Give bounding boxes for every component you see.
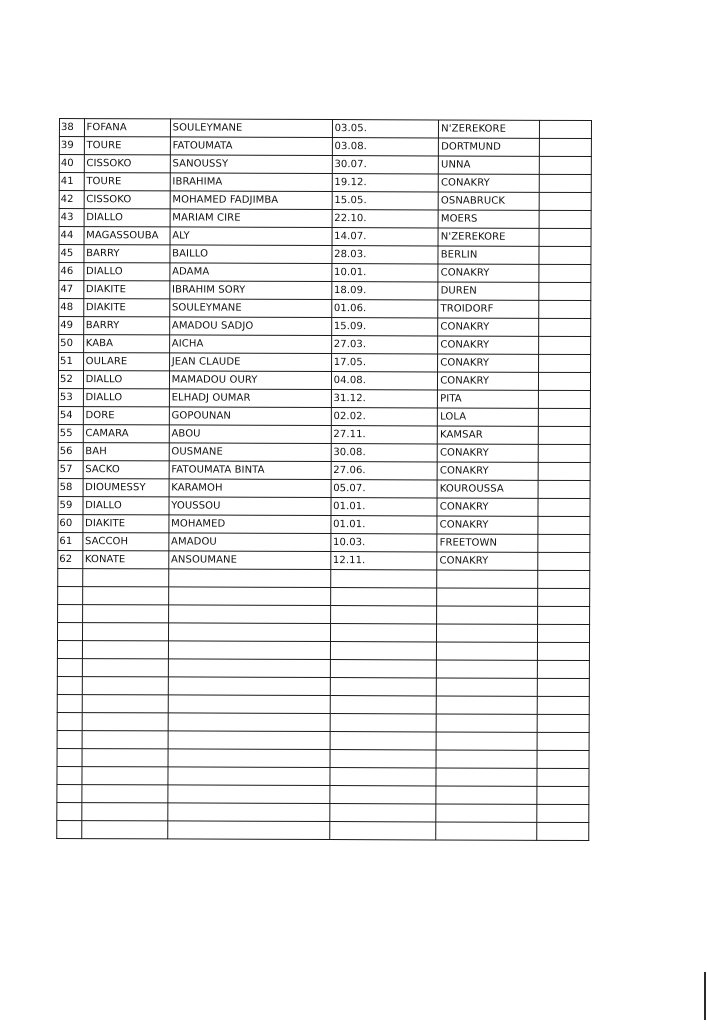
first-name-cell: OUSMANE xyxy=(169,443,331,462)
extra-cell xyxy=(537,714,589,732)
place-cell: CONAKRY xyxy=(438,264,539,282)
first-name-cell: MOHAMED FADJIMBA xyxy=(170,191,332,210)
last-name-cell xyxy=(82,605,168,623)
first-name-cell: MARIAM CIRE xyxy=(170,209,332,228)
first-name-cell: KARAMOH xyxy=(169,479,331,498)
date-cell xyxy=(330,786,437,804)
table-row xyxy=(58,442,590,462)
table-row xyxy=(58,371,590,391)
table-row xyxy=(59,245,591,265)
extra-cell xyxy=(538,534,590,552)
last-name-cell: CISSOKO xyxy=(84,155,170,173)
row-number-cell: 50 xyxy=(59,335,84,353)
place-cell: DUREN xyxy=(438,282,539,300)
place-cell xyxy=(436,750,537,768)
place-cell xyxy=(437,588,538,606)
date-cell: 30.08. xyxy=(331,444,438,462)
last-name-cell: TOURE xyxy=(84,137,170,155)
last-name-cell xyxy=(81,785,167,803)
extra-cell xyxy=(537,678,589,696)
date-cell xyxy=(330,696,437,714)
table-row xyxy=(59,137,591,157)
place-cell: PITA xyxy=(438,390,539,408)
table-row xyxy=(57,820,589,840)
date-cell xyxy=(330,624,437,642)
scan-edge-mark xyxy=(704,972,706,1020)
extra-cell xyxy=(538,390,590,408)
first-name-cell: FATOUMATA xyxy=(170,137,332,156)
table-row xyxy=(57,640,589,660)
place-cell xyxy=(437,678,538,696)
date-cell: 19.12. xyxy=(332,174,439,192)
extra-cell xyxy=(537,786,589,804)
extra-cell xyxy=(539,246,591,264)
date-cell: 18.09. xyxy=(331,282,438,300)
table-row xyxy=(57,622,589,642)
place-cell: CONAKRY xyxy=(437,498,538,516)
date-cell: 27.11. xyxy=(331,426,438,444)
last-name-cell xyxy=(82,641,168,659)
table-row xyxy=(59,119,591,139)
date-cell: 27.06. xyxy=(331,462,438,480)
row-number-cell xyxy=(58,568,83,586)
last-name-cell: BARRY xyxy=(83,317,169,335)
date-cell xyxy=(330,732,437,750)
date-cell: 30.07. xyxy=(332,156,439,174)
table-row xyxy=(58,568,590,588)
last-name-cell: DIALLO xyxy=(83,497,169,515)
table-row xyxy=(59,317,591,337)
last-name-cell: FOFANA xyxy=(84,119,170,137)
place-cell: CONAKRY xyxy=(438,354,539,372)
row-number-cell xyxy=(57,712,82,730)
date-cell xyxy=(329,804,436,822)
place-cell: MOERS xyxy=(438,210,539,228)
date-cell xyxy=(330,660,437,678)
extra-cell xyxy=(538,462,590,480)
first-name-cell: SOULEYMANE xyxy=(170,119,332,138)
date-cell: 02.02. xyxy=(331,408,438,426)
place-cell: CONAKRY xyxy=(437,552,538,570)
extra-cell xyxy=(538,372,590,390)
first-name-cell: FATOUMATA BINTA xyxy=(169,461,331,480)
date-cell: 31.12. xyxy=(331,390,438,408)
first-name-cell: ADAMA xyxy=(170,263,332,282)
row-number-cell xyxy=(57,694,82,712)
row-number-cell: 45 xyxy=(59,245,84,263)
table-row xyxy=(57,802,589,822)
table-row xyxy=(58,532,590,552)
table-row xyxy=(57,730,589,750)
date-cell: 12.11. xyxy=(330,552,437,570)
row-number-cell: 41 xyxy=(59,173,84,191)
place-cell: N'ZEREKORE xyxy=(439,120,540,138)
row-number-cell xyxy=(57,748,82,766)
first-name-cell: YOUSSOU xyxy=(169,497,331,516)
first-name-cell: SOULEYMANE xyxy=(169,299,331,318)
row-number-cell: 59 xyxy=(58,496,83,514)
row-number-cell: 46 xyxy=(59,263,84,281)
table-row xyxy=(57,748,589,768)
last-name-cell xyxy=(82,695,168,713)
table-row xyxy=(59,353,591,373)
extra-cell xyxy=(539,174,591,192)
row-number-cell xyxy=(57,622,82,640)
first-name-cell xyxy=(168,695,330,714)
row-number-cell: 47 xyxy=(59,281,84,299)
table-row xyxy=(59,299,591,319)
place-cell xyxy=(437,570,538,588)
first-name-cell: SANOUSSY xyxy=(170,155,332,174)
row-number-cell xyxy=(58,604,83,622)
row-number-cell xyxy=(57,730,82,748)
table-row xyxy=(58,460,590,480)
first-name-cell: ABOU xyxy=(169,425,331,444)
table-row xyxy=(57,712,589,732)
table-row xyxy=(58,550,590,570)
last-name-cell: MAGASSOUBA xyxy=(84,227,170,245)
place-cell: OSNABRUCK xyxy=(438,192,539,210)
date-cell xyxy=(330,750,437,768)
last-name-cell xyxy=(82,659,168,677)
extra-cell xyxy=(537,606,589,624)
place-cell: KOUROUSSA xyxy=(437,480,538,498)
last-name-cell xyxy=(81,821,167,839)
table-row xyxy=(57,766,589,786)
row-number-cell xyxy=(57,658,82,676)
extra-cell xyxy=(537,552,589,570)
date-cell: 05.07. xyxy=(331,480,438,498)
place-cell: DORTMUND xyxy=(439,138,540,156)
table-row xyxy=(57,694,589,714)
row-number-cell: 54 xyxy=(58,406,83,424)
date-cell: 01.06. xyxy=(331,300,438,318)
row-number-cell: 43 xyxy=(59,209,84,227)
first-name-cell xyxy=(168,749,330,768)
last-name-cell: SACKO xyxy=(83,461,169,479)
place-cell: UNNA xyxy=(439,156,540,174)
place-cell: LOLA xyxy=(438,408,539,426)
table-body xyxy=(57,119,592,841)
extra-cell xyxy=(539,264,591,282)
row-number-cell: 44 xyxy=(59,227,84,245)
row-number-cell: 52 xyxy=(58,371,83,389)
last-name-cell xyxy=(82,677,168,695)
last-name-cell: BARRY xyxy=(84,245,170,263)
extra-cell xyxy=(537,570,589,588)
last-name-cell: CAMARA xyxy=(83,425,169,443)
row-number-cell: 40 xyxy=(59,155,84,173)
extra-cell xyxy=(537,750,589,768)
row-number-cell xyxy=(57,784,82,802)
last-name-cell: DIAKITE xyxy=(83,281,169,299)
extra-cell xyxy=(539,120,591,138)
row-number-cell xyxy=(57,820,82,838)
first-name-cell xyxy=(168,587,330,606)
date-cell xyxy=(330,642,437,660)
place-cell: TROIDORF xyxy=(438,300,539,318)
row-number-cell: 62 xyxy=(58,550,83,568)
first-name-cell: MAMADOU OURY xyxy=(169,371,331,390)
table-row xyxy=(58,478,590,498)
extra-cell xyxy=(538,318,590,336)
date-cell: 14.07. xyxy=(332,228,439,246)
row-number-cell: 48 xyxy=(59,299,84,317)
place-cell xyxy=(436,714,537,732)
row-number-cell xyxy=(58,586,83,604)
date-cell: 17.05. xyxy=(331,354,438,372)
row-number-cell: 42 xyxy=(59,191,84,209)
first-name-cell xyxy=(168,623,330,642)
date-cell: 01.01. xyxy=(331,498,438,516)
last-name-cell xyxy=(82,749,168,767)
place-cell: BERLIN xyxy=(438,246,539,264)
date-cell: 01.01. xyxy=(331,516,438,534)
table-row xyxy=(57,784,589,804)
first-name-cell xyxy=(168,605,330,624)
date-cell xyxy=(330,768,437,786)
row-number-cell xyxy=(57,640,82,658)
extra-cell xyxy=(538,516,590,534)
place-cell xyxy=(437,660,538,678)
row-number-cell xyxy=(57,766,82,784)
table-row xyxy=(59,227,591,247)
table-row xyxy=(59,281,591,301)
date-cell: 10.01. xyxy=(332,264,439,282)
first-name-cell xyxy=(168,677,330,696)
first-name-cell: AMADOU SADJO xyxy=(169,317,331,336)
place-cell: FREETOWN xyxy=(437,534,538,552)
table-row xyxy=(59,155,591,175)
last-name-cell: DIALLO xyxy=(84,209,170,227)
first-name-cell: GOPOUNAN xyxy=(169,407,331,426)
row-number-cell xyxy=(57,802,82,820)
extra-cell xyxy=(537,660,589,678)
extra-cell xyxy=(537,624,589,642)
date-cell: 15.09. xyxy=(331,318,438,336)
date-cell: 22.10. xyxy=(332,210,439,228)
first-name-cell xyxy=(168,641,330,660)
extra-cell xyxy=(538,300,590,318)
last-name-cell: SACCOH xyxy=(82,533,168,551)
row-number-cell: 55 xyxy=(58,424,83,442)
first-name-cell xyxy=(168,731,330,750)
row-number-cell: 38 xyxy=(59,119,84,137)
extra-cell xyxy=(538,354,590,372)
last-name-cell: CISSOKO xyxy=(84,191,170,209)
extra-cell xyxy=(538,444,590,462)
extra-cell xyxy=(538,498,590,516)
last-name-cell: KABA xyxy=(83,335,169,353)
name-list-table xyxy=(56,118,592,841)
row-number-cell: 56 xyxy=(58,442,83,460)
extra-cell xyxy=(538,282,590,300)
extra-cell xyxy=(538,408,590,426)
extra-cell xyxy=(536,804,588,822)
date-cell: 28.03. xyxy=(332,246,439,264)
last-name-cell: DIAKITE xyxy=(83,299,169,317)
date-cell: 04.08. xyxy=(331,372,438,390)
place-cell xyxy=(436,696,537,714)
last-name-cell xyxy=(82,623,168,641)
extra-cell xyxy=(538,336,590,354)
table-row xyxy=(59,209,591,229)
table-row xyxy=(58,586,590,606)
last-name-cell xyxy=(82,569,168,587)
last-name-cell xyxy=(82,767,168,785)
date-cell xyxy=(330,570,437,588)
extra-cell xyxy=(539,210,591,228)
extra-cell xyxy=(539,228,591,246)
place-cell xyxy=(436,804,537,822)
table-row xyxy=(59,263,591,283)
last-name-cell: KONATE xyxy=(82,551,168,569)
place-cell xyxy=(436,822,537,840)
table-row xyxy=(59,191,591,211)
table-row xyxy=(59,335,591,355)
extra-cell xyxy=(537,768,589,786)
place-cell xyxy=(436,732,537,750)
date-cell xyxy=(329,822,436,840)
row-number-cell: 58 xyxy=(58,478,83,496)
first-name-cell: ANSOUMANE xyxy=(168,551,330,570)
place-cell xyxy=(436,768,537,786)
extra-cell xyxy=(537,696,589,714)
first-name-cell: ELHADJ OUMAR xyxy=(169,389,331,408)
place-cell: CONAKRY xyxy=(437,462,538,480)
extra-cell xyxy=(538,426,590,444)
place-cell: CONAKRY xyxy=(438,372,539,390)
last-name-cell: DIALLO xyxy=(83,389,169,407)
place-cell: CONAKRY xyxy=(438,174,539,192)
first-name-cell xyxy=(167,821,329,840)
date-cell xyxy=(330,678,437,696)
date-cell: 03.05. xyxy=(332,120,439,138)
table-row xyxy=(58,514,590,534)
place-cell xyxy=(436,786,537,804)
last-name-cell: BAH xyxy=(83,443,169,461)
table-row xyxy=(58,424,590,444)
date-cell xyxy=(330,714,437,732)
last-name-cell: DIALLO xyxy=(83,371,169,389)
last-name-cell: DIAKITE xyxy=(83,515,169,533)
place-cell: CONAKRY xyxy=(438,318,539,336)
first-name-cell xyxy=(168,659,330,678)
date-cell: 27.03. xyxy=(331,336,438,354)
extra-cell xyxy=(536,822,588,840)
row-number-cell: 57 xyxy=(58,460,83,478)
extra-cell xyxy=(537,642,589,660)
date-cell: 10.03. xyxy=(330,534,437,552)
last-name-cell xyxy=(81,803,167,821)
extra-cell xyxy=(539,156,591,174)
row-number-cell xyxy=(57,676,82,694)
first-name-cell: AICHA xyxy=(169,335,331,354)
table-row xyxy=(59,173,591,193)
first-name-cell: IBRAHIM SORY xyxy=(169,281,331,300)
place-cell: KAMSAR xyxy=(437,426,538,444)
last-name-cell: TOURE xyxy=(84,173,170,191)
place-cell: N'ZEREKORE xyxy=(438,228,539,246)
table-row xyxy=(58,406,590,426)
first-name-cell: IBRAHIMA xyxy=(170,173,332,192)
table-row xyxy=(57,676,589,696)
date-cell xyxy=(330,606,437,624)
extra-cell xyxy=(538,480,590,498)
extra-cell xyxy=(537,732,589,750)
first-name-cell: AMADOU xyxy=(169,533,331,552)
date-cell: 15.05. xyxy=(332,192,439,210)
place-cell: CONAKRY xyxy=(438,336,539,354)
first-name-cell xyxy=(168,767,330,786)
first-name-cell xyxy=(168,713,330,732)
row-number-cell: 39 xyxy=(59,137,84,155)
table-row xyxy=(58,388,590,408)
row-number-cell: 61 xyxy=(58,532,83,550)
first-name-cell: JEAN CLAUDE xyxy=(169,353,331,372)
last-name-cell xyxy=(82,713,168,731)
first-name-cell: BAILLO xyxy=(170,245,332,264)
first-name-cell xyxy=(168,785,330,804)
extra-cell xyxy=(539,138,591,156)
row-number-cell: 53 xyxy=(58,388,83,406)
last-name-cell xyxy=(82,731,168,749)
first-name-cell xyxy=(167,803,329,822)
table-row xyxy=(58,496,590,516)
first-name-cell xyxy=(168,569,330,588)
first-name-cell: MOHAMED xyxy=(169,515,331,534)
last-name-cell: DORE xyxy=(83,407,169,425)
place-cell xyxy=(437,606,538,624)
date-cell: 03.08. xyxy=(332,138,439,156)
first-name-cell: ALY xyxy=(170,227,332,246)
extra-cell xyxy=(537,588,589,606)
last-name-cell xyxy=(82,587,168,605)
place-cell: CONAKRY xyxy=(437,444,538,462)
last-name-cell: OULARE xyxy=(83,353,169,371)
place-cell: CONAKRY xyxy=(437,516,538,534)
row-number-cell: 51 xyxy=(59,353,84,371)
last-name-cell: DIALLO xyxy=(83,263,169,281)
extra-cell xyxy=(539,192,591,210)
row-number-cell: 60 xyxy=(58,514,83,532)
last-name-cell: DIOUMESSY xyxy=(83,479,169,497)
place-cell xyxy=(437,642,538,660)
table-row xyxy=(57,658,589,678)
row-number-cell: 49 xyxy=(59,317,84,335)
place-cell xyxy=(437,624,538,642)
table-row xyxy=(58,604,590,624)
date-cell xyxy=(330,588,437,606)
